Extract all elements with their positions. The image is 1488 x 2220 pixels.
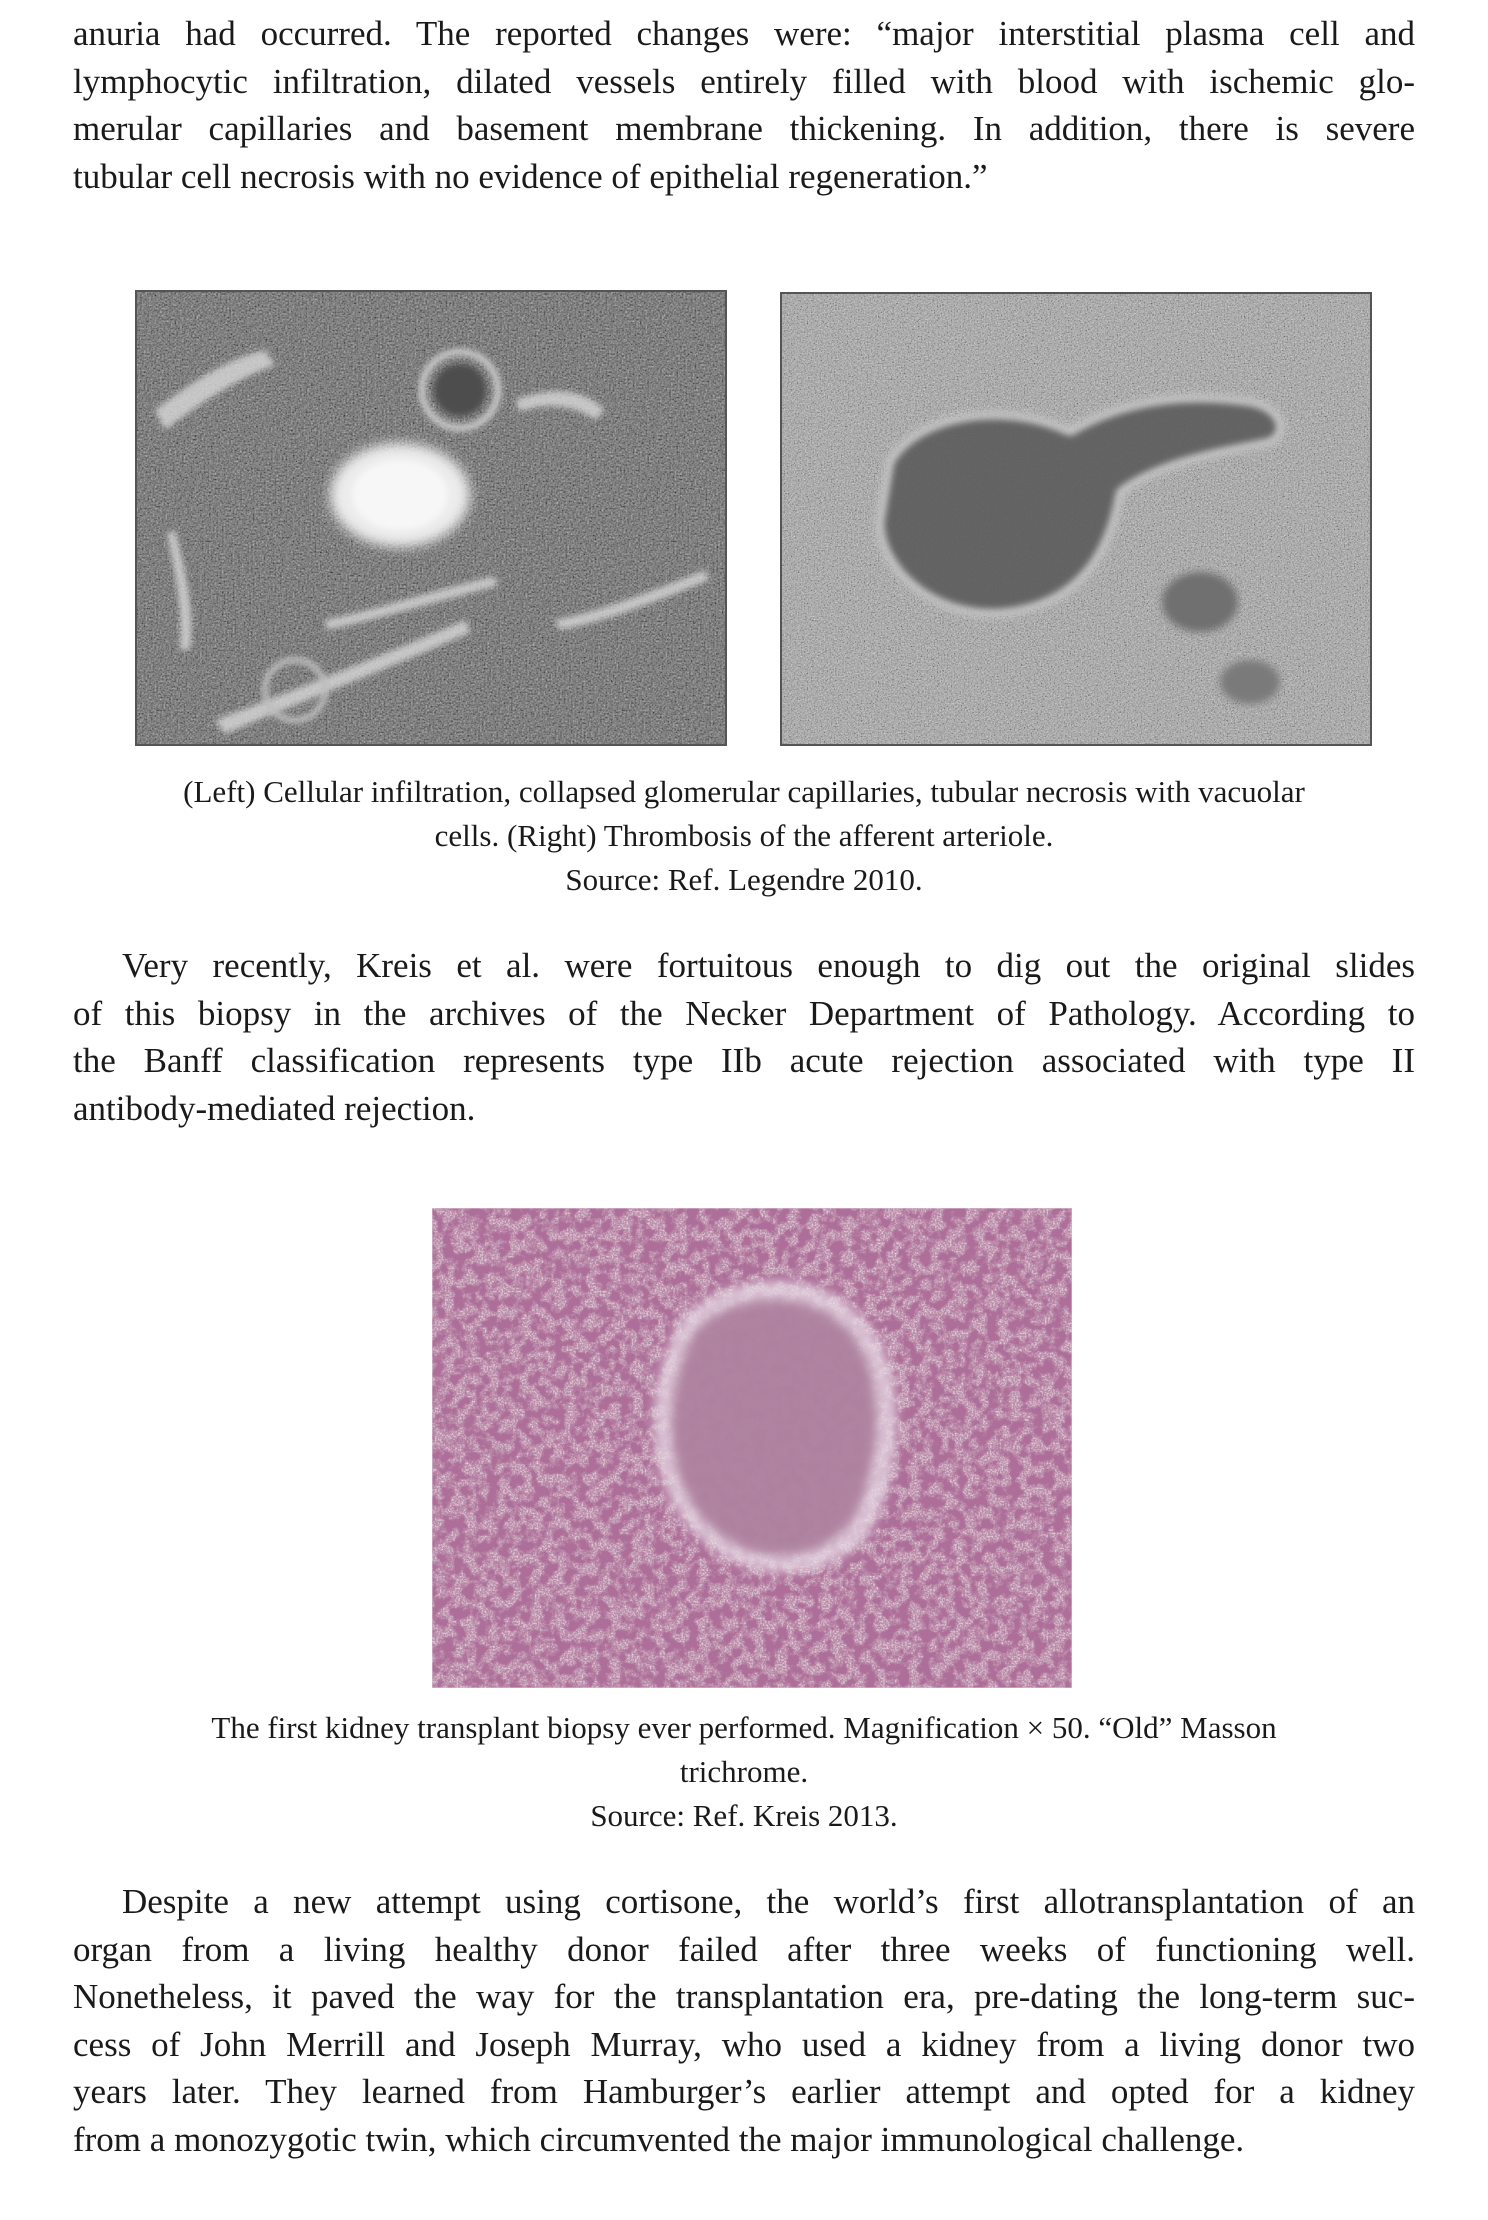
paragraph-2-line: Very recently, Kreis et al. were fortuitous enough to dig out the original slides: [122, 946, 1415, 985]
paragraph-2-line: antibody-mediated rejection.: [73, 1088, 476, 1128]
paragraph-1: [73, 10, 1415, 200]
micrograph-left: [135, 290, 727, 746]
micrograph-right-image: [780, 292, 1372, 746]
paragraph-1-line: anuria had occurred. The reported changes were: “major interstitial plasma cell and: [73, 14, 1415, 53]
paragraph-3: [73, 1878, 1415, 2163]
paragraph-3-line: Despite a new attempt using cortisone, the world’s first allotransplantation of an: [122, 1882, 1415, 1921]
figure-2-caption-source: Source: Ref. Kreis 2013.: [590, 1798, 898, 1833]
paragraph-3-line: cess of John Merrill and Joseph Murray, who used a kidney from a living donor two: [73, 2024, 1415, 2064]
figure-1-caption-source: Source: Ref. Legendre 2010.: [565, 862, 923, 897]
figure-1-caption: [73, 770, 1415, 902]
micrograph-left-image: [135, 290, 727, 746]
paragraph-3-line: from a monozygotic twin, which circumvented the major immunological challenge.: [73, 2119, 1245, 2159]
paragraph-1-line: tubular cell necrosis with no evidence of epithelial regeneration.”: [73, 156, 988, 196]
micrograph-right: [780, 292, 1372, 746]
paragraph-2: [73, 942, 1415, 1132]
figure-1-caption-line: (Left) Cellular infiltration, collapsed glomerular capillaries, tubular necrosis with vacuolar: [183, 774, 1305, 809]
paragraph-2-line: the Banff classification represents type IIb acute rejection associated with type II: [73, 1041, 1415, 1080]
paragraph-2-line: of this biopsy in the archives of the Necker Department of Pathology. According to: [73, 993, 1415, 1033]
micrograph-color: [432, 1208, 1072, 1688]
figure-1-caption-line: cells. (Right) Thrombosis of the afferent arteriole.: [434, 818, 1054, 853]
paragraph-3-line: organ from a living healthy donor failed after three weeks of functioning well.: [73, 1929, 1415, 1969]
paragraph-1-line: lymphocytic infiltration, dilated vessels entirely filled with blood with ischemic glo-: [73, 61, 1415, 101]
paragraph-1-line: merular capillaries and basement membrane thickening. In addition, there is severe: [73, 109, 1415, 148]
paragraph-3-line: Nonetheless, it paved the way for the transplantation era, pre-dating the long-term suc-: [73, 1977, 1415, 2016]
figure-2-caption: [73, 1706, 1415, 1838]
figure-2-caption-line: trichrome.: [679, 1754, 809, 1789]
paragraph-3-line: years later. They learned from Hamburger’s earlier attempt and opted for a kidney: [73, 2072, 1415, 2111]
figure-2-caption-line: The first kidney transplant biopsy ever performed. Magnification × 50. “Old” Masson: [211, 1710, 1277, 1745]
micrograph-color-image: [432, 1208, 1072, 1688]
